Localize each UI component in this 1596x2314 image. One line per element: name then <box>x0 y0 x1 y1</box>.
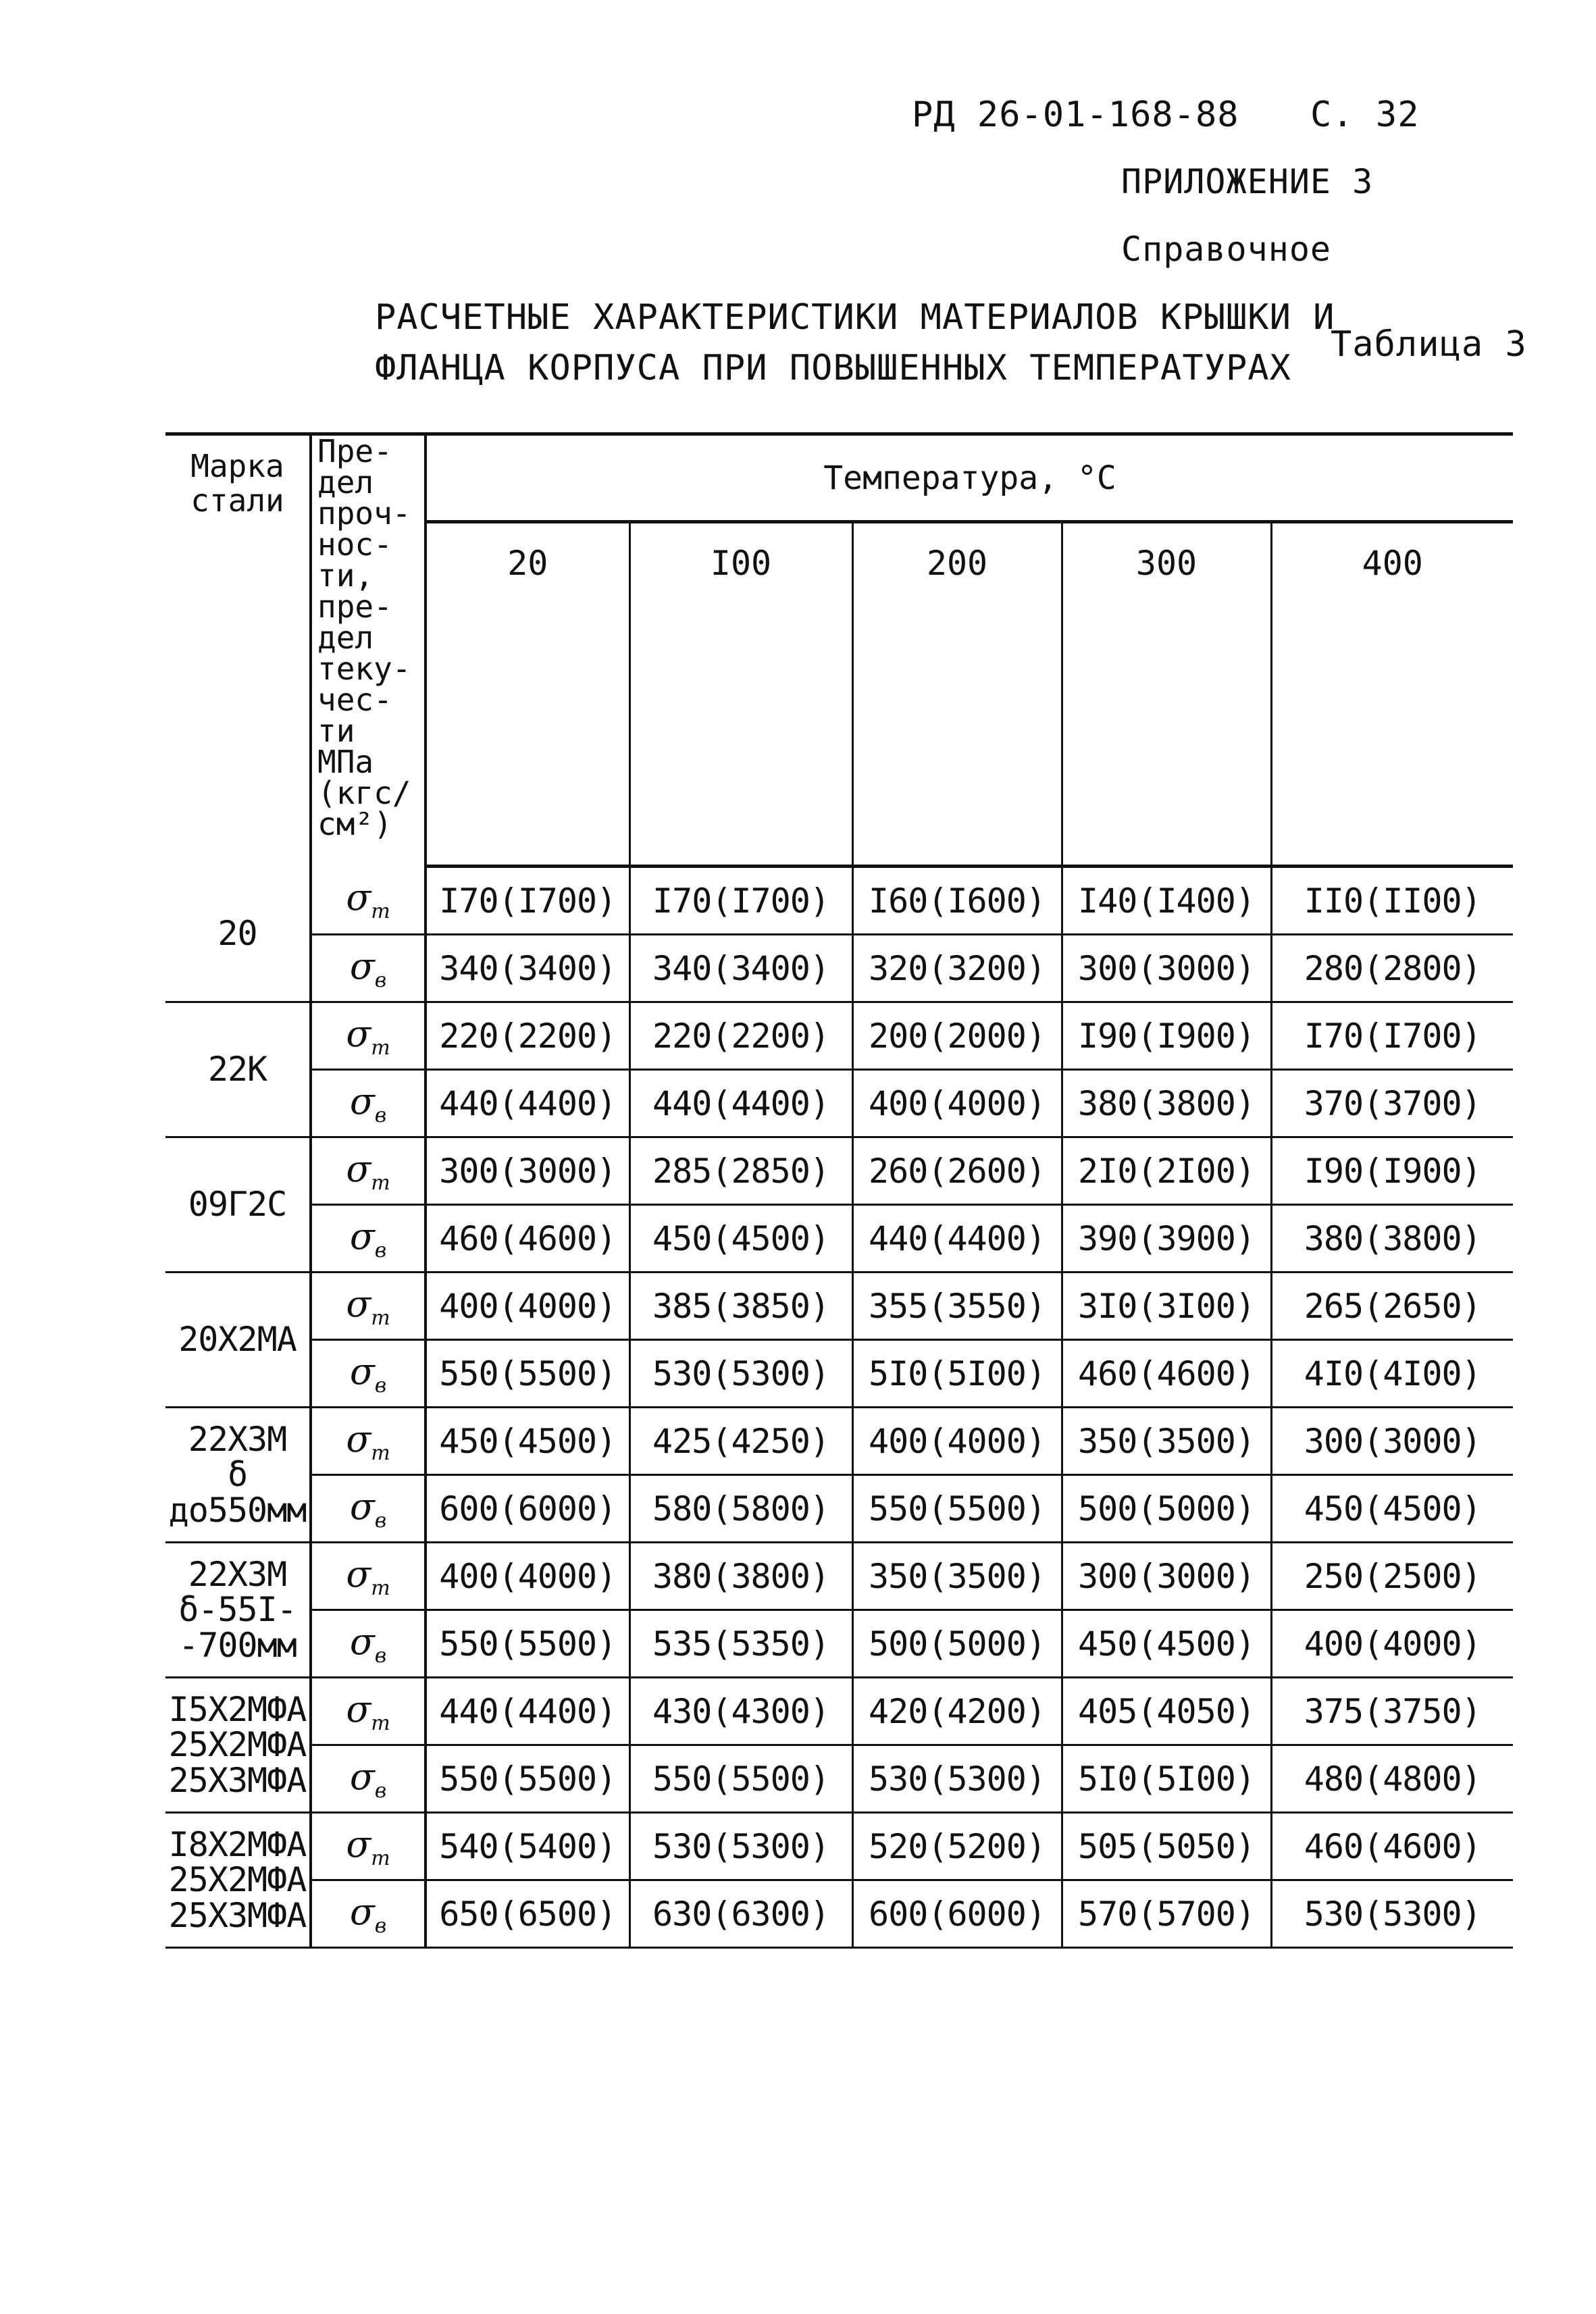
temperature-column-4: 400 <box>1271 522 1513 867</box>
value-cell: 400(4000) <box>426 1543 629 1610</box>
sigma-subscript: т <box>371 900 390 924</box>
sigma-subscript: т <box>371 1576 390 1600</box>
value-cell: 390(3900) <box>1062 1205 1271 1272</box>
table-row <box>165 1002 1513 1070</box>
value-cell: 370(3700) <box>1271 1070 1513 1137</box>
sigma-subscript: в <box>374 1643 387 1668</box>
temperature-header <box>426 434 1513 522</box>
property-symbol-cell <box>311 1745 426 1813</box>
value-cell: 570(5700) <box>1062 1880 1271 1948</box>
value-cell: 405(4050) <box>1062 1678 1271 1745</box>
value-cell: 550(5500) <box>426 1745 629 1813</box>
sigma-symbol: σ <box>346 1012 371 1055</box>
temperature-unit: °С <box>1077 459 1116 497</box>
sigma-symbol: σ <box>346 1822 371 1866</box>
value-cell: 460(4600) <box>1271 1813 1513 1880</box>
value-cell: 400(4000) <box>426 1272 629 1340</box>
value-cell: 355(3550) <box>852 1272 1062 1340</box>
value-cell: 5I0(5I00) <box>1062 1745 1271 1813</box>
sigma-subscript: в <box>374 968 387 992</box>
value-cell: I70(I700) <box>426 867 629 935</box>
value-cell: 280(2800) <box>1271 935 1513 1002</box>
value-cell: 600(6000) <box>426 1475 629 1543</box>
value-cell: 320(3200) <box>852 935 1062 1002</box>
steel-grade-cell: 22Х3М δ-55I- -700мм <box>165 1543 311 1678</box>
value-cell: 300(3000) <box>426 1137 629 1205</box>
value-cell: 4I0(4I00) <box>1271 1340 1513 1408</box>
property-symbol-cell <box>311 935 426 1002</box>
value-cell: 530(5300) <box>852 1745 1062 1813</box>
value-cell: 400(4000) <box>852 1070 1062 1137</box>
value-cell: 300(3000) <box>1062 1543 1271 1610</box>
value-cell: 385(3850) <box>629 1272 852 1340</box>
sigma-symbol: σ <box>349 1620 375 1663</box>
value-cell: 540(5400) <box>426 1813 629 1880</box>
value-cell: 380(3800) <box>1062 1070 1271 1137</box>
table-row <box>165 935 1513 1002</box>
value-cell: 285(2850) <box>629 1137 852 1205</box>
value-cell: II0(II00) <box>1271 867 1513 935</box>
sigma-symbol: σ <box>346 1417 371 1460</box>
value-cell: 440(4400) <box>629 1070 852 1137</box>
value-cell: 450(4500) <box>1062 1610 1271 1678</box>
value-cell: I70(I700) <box>629 867 852 935</box>
sigma-symbol: σ <box>349 1214 375 1258</box>
sigma-subscript: т <box>371 1711 390 1735</box>
value-cell: 350(3500) <box>852 1543 1062 1610</box>
sigma-subscript: т <box>371 1846 390 1870</box>
table-row <box>165 1813 1513 1880</box>
value-cell: 260(2600) <box>852 1137 1062 1205</box>
sigma-subscript: т <box>371 1035 390 1060</box>
property-symbol-cell <box>311 1002 426 1070</box>
value-cell: 375(3750) <box>1271 1678 1513 1745</box>
property-symbol-cell <box>311 1205 426 1272</box>
property-symbol-cell <box>311 1610 426 1678</box>
value-cell: 200(2000) <box>852 1002 1062 1070</box>
value-cell: 450(4500) <box>426 1408 629 1475</box>
value-cell: 500(5000) <box>852 1610 1062 1678</box>
value-cell: 400(4000) <box>852 1408 1062 1475</box>
sigma-symbol: σ <box>349 1079 375 1123</box>
temperature-column-2: 200 <box>852 522 1062 867</box>
value-cell: 450(4500) <box>1271 1475 1513 1543</box>
value-cell: 460(4600) <box>426 1205 629 1272</box>
property-symbol-cell <box>311 1340 426 1408</box>
sigma-subscript: в <box>374 1238 387 1262</box>
steel-grade-cell: 22Х3М δ до550мм <box>165 1408 311 1543</box>
value-cell: 530(5300) <box>1271 1880 1513 1948</box>
sigma-subscript: в <box>374 1913 387 1938</box>
property-symbol-cell <box>311 1543 426 1610</box>
table-row <box>165 1610 1513 1678</box>
value-cell: 520(5200) <box>852 1813 1062 1880</box>
table-row <box>165 1543 1513 1610</box>
value-cell: 530(5300) <box>629 1813 852 1880</box>
value-cell: 480(4800) <box>1271 1745 1513 1813</box>
table-title-line-1: РАСЧЕТНЫЕ ХАРАКТЕРИСТИКИ МАТЕРИАЛОВ КРЫШКИ И <box>375 297 1335 338</box>
property-symbol-cell <box>311 1137 426 1205</box>
value-cell: 425(4250) <box>629 1408 852 1475</box>
temperature-column-3: 300 <box>1062 522 1271 867</box>
steel-grade-cell: I8Х2МФА 25Х2МФА 25Х3МФА <box>165 1813 311 1948</box>
table-row <box>165 1205 1513 1272</box>
temperature-column-1: I00 <box>629 522 852 867</box>
appendix-label: ПРИЛОЖЕНИЕ 3 <box>1121 162 1374 201</box>
reference-label: Справочное <box>1121 230 1332 269</box>
value-cell: I90(I900) <box>1271 1137 1513 1205</box>
sigma-symbol: σ <box>346 1687 371 1730</box>
value-cell: 300(3000) <box>1271 1408 1513 1475</box>
value-cell: 400(4000) <box>1271 1610 1513 1678</box>
table-row <box>165 1745 1513 1813</box>
value-cell: 430(4300) <box>629 1678 852 1745</box>
value-cell: 380(3800) <box>1271 1205 1513 1272</box>
value-cell: 440(4400) <box>426 1678 629 1745</box>
table-row <box>165 1340 1513 1408</box>
table-row <box>165 1475 1513 1543</box>
sigma-symbol: σ <box>349 1349 375 1393</box>
column-header-steel-grade: Марка стали <box>190 448 284 519</box>
value-cell: 440(4400) <box>426 1070 629 1137</box>
value-cell: 650(6500) <box>426 1880 629 1948</box>
temperature-header-label: Температура, <box>823 459 1058 497</box>
value-cell: 450(4500) <box>629 1205 852 1272</box>
table-row <box>165 1137 1513 1205</box>
value-cell: 630(6300) <box>629 1880 852 1948</box>
value-cell: 550(5500) <box>426 1610 629 1678</box>
steel-grade-cell: I5Х2МФА 25Х2МФА 25Х3МФА <box>165 1678 311 1813</box>
value-cell: 380(3800) <box>629 1543 852 1610</box>
value-cell: I40(I400) <box>1062 867 1271 935</box>
material-properties-table <box>165 432 1513 1949</box>
value-cell: 5I0(5I00) <box>852 1340 1062 1408</box>
value-cell: 420(4200) <box>852 1678 1062 1745</box>
value-cell: 340(3400) <box>629 935 852 1002</box>
document-code: РД 26-01-168-88 <box>912 95 1239 135</box>
table-number-label: Таблица 3 <box>1331 324 1527 365</box>
property-symbol-cell <box>311 867 426 935</box>
value-cell: 340(3400) <box>426 935 629 1002</box>
steel-grade-cell: 09Г2С <box>165 1137 311 1272</box>
table-row <box>165 867 1513 935</box>
sigma-subscript: т <box>371 1441 390 1465</box>
value-cell: I70(I700) <box>1271 1002 1513 1070</box>
sigma-subscript: т <box>371 1171 390 1195</box>
value-cell: 220(2200) <box>629 1002 852 1070</box>
property-symbol-cell <box>311 1408 426 1475</box>
value-cell: 3I0(3I00) <box>1062 1272 1271 1340</box>
value-cell: 535(5350) <box>629 1610 852 1678</box>
value-cell: 530(5300) <box>629 1340 852 1408</box>
value-cell: 265(2650) <box>1271 1272 1513 1340</box>
property-symbol-cell <box>311 1678 426 1745</box>
value-cell: 505(5050) <box>1062 1813 1271 1880</box>
value-cell: I60(I600) <box>852 867 1062 935</box>
value-cell: 440(4400) <box>852 1205 1062 1272</box>
sigma-subscript: в <box>374 1508 387 1533</box>
value-cell: 600(6000) <box>852 1880 1062 1948</box>
table-row <box>165 1408 1513 1475</box>
sigma-symbol: σ <box>349 1485 375 1528</box>
value-cell: 350(3500) <box>1062 1408 1271 1475</box>
property-symbol-cell <box>311 1880 426 1948</box>
property-symbol-cell <box>311 1475 426 1543</box>
sigma-subscript: в <box>374 1373 387 1397</box>
value-cell: 550(5500) <box>629 1745 852 1813</box>
value-cell: 250(2500) <box>1271 1543 1513 1610</box>
value-cell: 580(5800) <box>629 1475 852 1543</box>
sigma-symbol: σ <box>346 1282 371 1325</box>
sigma-symbol: σ <box>349 1890 375 1933</box>
value-cell: 460(4600) <box>1062 1340 1271 1408</box>
sigma-symbol: σ <box>349 944 375 987</box>
value-cell: 220(2200) <box>426 1002 629 1070</box>
page-number: С. 32 <box>1310 95 1420 135</box>
sigma-symbol: σ <box>349 1755 375 1798</box>
value-cell: I90(I900) <box>1062 1002 1271 1070</box>
sigma-subscript: в <box>374 1778 387 1803</box>
table-title-line-2: ФЛАНЦА КОРПУСА ПРИ ПОВЫШЕННЫХ ТЕМПЕРАТУРАХ <box>375 348 1291 388</box>
property-symbol-cell <box>311 1272 426 1340</box>
property-symbol-cell <box>311 1070 426 1137</box>
steel-grade-cell: 20Х2МА <box>165 1272 311 1408</box>
sigma-symbol: σ <box>346 876 371 919</box>
value-cell: 300(3000) <box>1062 935 1271 1002</box>
sigma-symbol: σ <box>346 1147 371 1190</box>
sigma-subscript: т <box>371 1306 390 1330</box>
table-row <box>165 1272 1513 1340</box>
sigma-symbol: σ <box>346 1552 371 1595</box>
table-row <box>165 1880 1513 1948</box>
value-cell: 550(5500) <box>426 1340 629 1408</box>
sigma-subscript: в <box>374 1103 387 1127</box>
property-symbol-cell <box>311 1813 426 1880</box>
table-row <box>165 1678 1513 1745</box>
value-cell: 550(5500) <box>852 1475 1062 1543</box>
value-cell: 2I0(2I00) <box>1062 1137 1271 1205</box>
steel-grade-cell: 22К <box>165 1002 311 1137</box>
temperature-column-0: 20 <box>426 522 629 867</box>
steel-grade-cell: 20 <box>165 867 311 1002</box>
column-header-property: Пре- дел проч- нос- ти, пре- дел теку- чес- ти МПа (кгс/см²) <box>311 434 426 867</box>
table-row <box>165 1070 1513 1137</box>
value-cell: 500(5000) <box>1062 1475 1271 1543</box>
